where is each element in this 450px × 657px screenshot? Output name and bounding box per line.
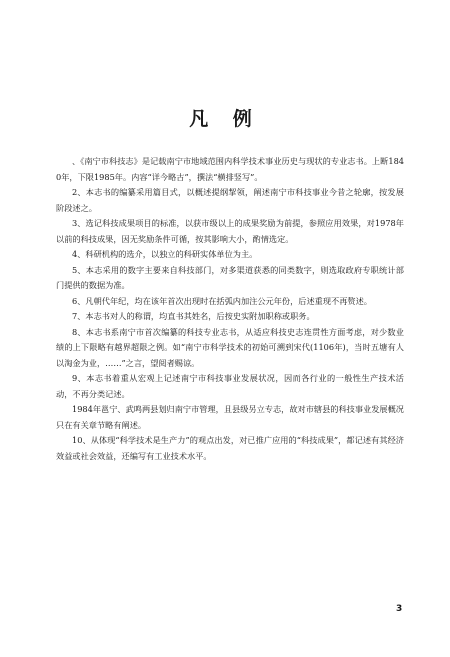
- paragraph-2: 2、本志书的编纂采用篇目式，以概述提纲挈领，阐述南宁市科技事业今昔之轮廓，按发展阶段述之。: [56, 187, 404, 213]
- paragraph-4: 4、科研机构的选介，以独立的科研实体单位为主。: [72, 249, 258, 259]
- paragraph-10: 10、从体现“科学技术是生产力”的观点出发，对已推广应用的“科技成果”，都记述有其经济效益或社会效益，还编写有工业技术水平。: [56, 435, 404, 461]
- page-title: 凡 例: [189, 108, 261, 130]
- paragraph-9-continued: 1984年邕宁、武鸣两县划归南宁市管理，且县级另立专志，故对市辖县的科技事业发展概况只在有关章节略有阐述。: [56, 404, 404, 430]
- page-number: 3: [396, 604, 403, 614]
- paragraph-7: 7、本志书对人的称谓，均直书其姓名，后按史实附加职称或职务。: [72, 311, 315, 321]
- paragraph-1: 、《南宁市科技志》是记载南宁市地域范围内科学技术事业历史与现状的专业志书。上断1840年，下限1985年。内容“详今略古”，撰法“横排竖写”。: [56, 156, 404, 182]
- paragraph-5: 5、本志采用的数字主要来自科技部门，对多渠道获悉的同类数字，则选取政府专职统计部门提供的数据为准。: [56, 264, 404, 290]
- document-body: [56, 154, 404, 464]
- paragraph-8: 8、本志书系南宁市首次编纂的科技专业志书，从适应科技史志连贯性方面考虑，对少数业绩的上下限略有越界超限之例。如“南宁市科学技术的初始可溯到宋代(1106年)，当时五塘有人以淘金为业，……”之言，望阅者赐谅。: [56, 326, 404, 368]
- paragraph-6: 6、凡朝代年纪，均在该年首次出现时在括弧内加注公元年份，后述重现不再赘述。: [72, 295, 372, 306]
- paragraph-3: 3、选记科技成果项目的标准，以获市级以上的成果奖励为前提，参照应用效果，对1978年以前的科技成果，因无奖励条件可循，按其影响大小，酌情选定。: [56, 218, 404, 244]
- paragraph-9: 9、本志书着重从宏观上记述南宁市科技事业发展状况，因而各行业的一般性生产技术活动，不再分类记述。: [56, 373, 404, 399]
